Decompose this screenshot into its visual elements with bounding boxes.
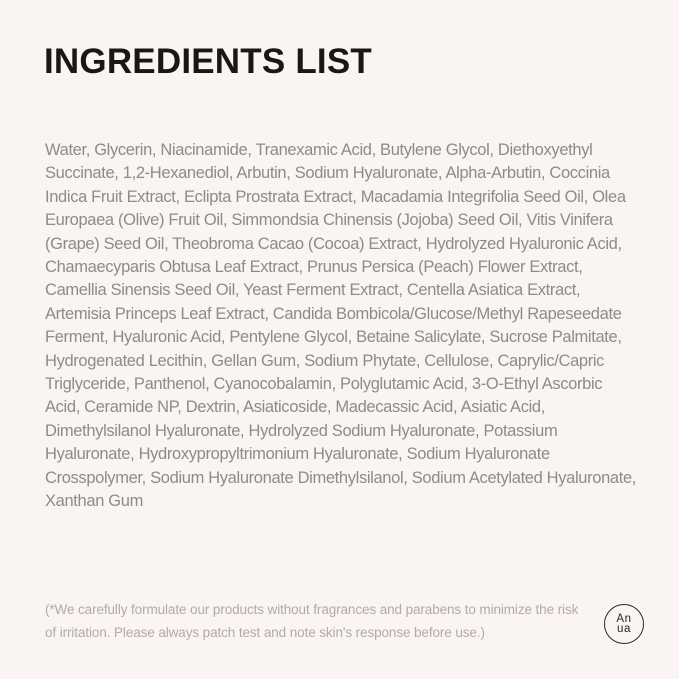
ingredients-paragraph: Water, Glycerin, Niacinamide, Tranexamic Acid, Butylene Glycol, Diethoxyethyl Succinate, 1,2-Hexanediol, Arbutin, Sodium Hyaluronate, Alpha-Arbutin, Coccinia Indica Fruit Extract, Eclipta Prostrata Extract, Macadamia Integrifolia Seed Oil, Olea Europaea (Olive) Fruit Oil, Simmondsia Chinensis (Jojoba) Seed Oil, Vitis Vinifera (Grape) Seed Oil, Theobroma Cacao (Cocoa) Extract, Hydrolyzed Hyaluronic Acid, Chamaecyparis Obtusa Leaf Extract, Prunus Persica (Peach) Flower Extract, Camellia Sinensis Seed Oil, Yeast Ferment Extract, Centella Asiatica Extract, Artemisia Princeps Leaf Extract, Candida Bombicola/Glucose/Methyl Rapeseedate Ferment, Hyaluronic Acid, Pentylene Glycol, Betaine Salicylate, Sucrose Palmitate, Hydrogenated Lecithin, Gellan Gum, Sodium Phytate, Cellulose, Caprylic/Capric Triglyceride, Panthenol, Cyanocobalamin, Polyglutamic Acid, 3-O-Ethyl Ascorbic Acid, Ceramide NP, Dextrin, Asiaticoside, Madecassic Acid, Asiatic Acid, Dimethylsilanol Hyaluronate, Hydrolyzed Sodium Hyaluronate, Potassium Hyaluronate, Hydroxypropyltrimonium Hyaluronate, Sodium Hyaluronate Crosspolymer, Sodium Hyaluronate Dimethylsilanol, Sodium Acetylated Hyaluronate, Xanthan Gum — [45, 141, 637, 511]
disclaimer-footnote: (*We carefully formulate our products without fragrances and parabens to minimize the risk of irritation. Please always patch test and note skin's response before use.) — [45, 602, 579, 640]
logo-text-line2: ua — [617, 623, 631, 635]
page-title: INGREDIENTS LIST — [44, 42, 372, 81]
anua-brand-logo — [604, 604, 644, 644]
logo-text-line1: An — [616, 612, 632, 625]
